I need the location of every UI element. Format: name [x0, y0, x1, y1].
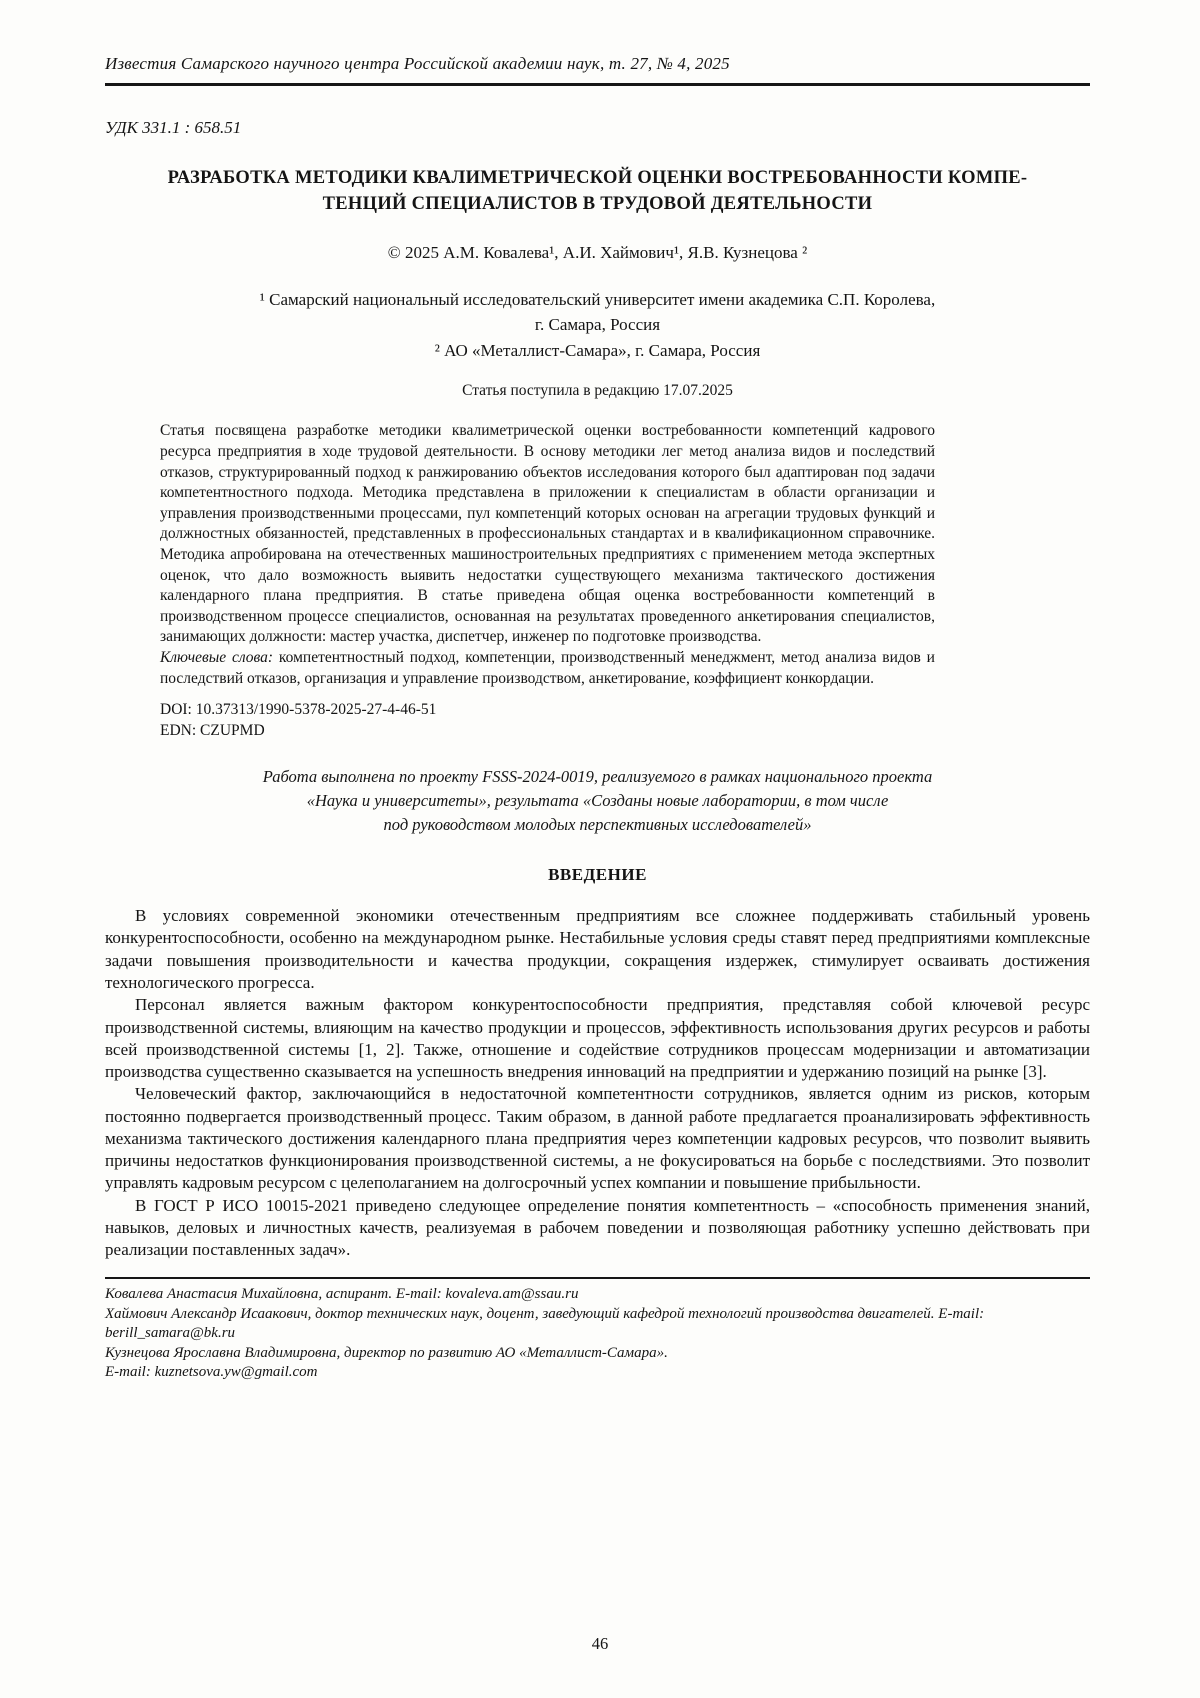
keywords-label: Ключевые слова: — [160, 648, 274, 666]
journal-header-line: Известия Самарского научного центра Российской академии наук, т. 27, № 4, 2025 — [105, 54, 730, 73]
edn-line: EDN: CZUPMD — [160, 721, 265, 739]
footnote-kuznetsova: Кузнецова Ярославна Владимировна, директор по развитию АО «Металлист-Самара». — [105, 1344, 668, 1361]
intro-paragraph-1: В условиях современной экономики отечественным предприятиям все сложнее поддерживать стабильный уровень конкурентоспособности, особенно на международном рынке. Нестабильные условия среды ставят перед предприятиями комплексные задачи повышения производительности и качества продукции, сокращения издержек, стимулирует осваивать достижения технологического прогресса. — [105, 906, 1090, 992]
intro-paragraph-4: В ГОСТ Р ИСО 10015-2021 приведено следующее определение понятия компетентность – «способность применения знаний, навыков, деловых и личностных качеств, реализуемая в рабочем поведении и позволяющая работнику успешно действовать при реализации поставленных задач». — [105, 1195, 1090, 1260]
udc-code: УДК 331.1 : 658.51 — [105, 118, 242, 137]
page-footer — [105, 1277, 1090, 1653]
funding-note: Работа выполнена по проекту FSSS-2024-0019, реализуемого в рамках национального проекта «Наука и университеты», результата «Созданы новые лаборатории, в том числе под руководством молодых перспективных исследователей» — [262, 767, 933, 835]
keywords-text: компетентностный подход, компетенции, производственный менеджмент, метод анализа видов и последствий отказов, организация и управление производством, анкетирование, коэффициент конкордации. — [160, 648, 935, 687]
abstract-block — [160, 421, 935, 741]
intro-paragraph-2: Персонал является важным фактором конкурентоспособности предприятия, представляя собой ключевой ресурс производственной системы, влияющим на качество продукции и процессов, эффективность использования других ресурсов и работы всей производственной системы [1, 2]. Также, отношение и содействие сотрудников процессам модернизации и автоматизации производства существенно сказывается на успешность внедрения инноваций на предприятии и удержанию позиций на рынке [3]. — [105, 995, 1090, 1082]
header-rule — [105, 83, 1090, 86]
received-date-line: Статья поступила в редакцию 17.07.2025 — [462, 382, 733, 400]
footnote-kovaleva: Ковалева Анастасия Михайловна, аспирант. E-mail: kovaleva.am@ssau.ru — [105, 1286, 579, 1303]
page-number: 46 — [591, 1634, 609, 1653]
doi-line: DOI: 10.37313/1990-5378-2025-27-4-46-51 — [160, 701, 437, 719]
footnote-khaimovich: Хаймович Александр Исаакович, доктор технических наук, доцент, заведующий кафедрой технологий производства двигателей. E-mail: berill_samara@bk.ru — [105, 1305, 985, 1342]
keywords-line — [160, 648, 935, 689]
footnote-kuznetsova-email: E-mail: kuznetsova.yw@gmail.com — [105, 1364, 318, 1381]
affiliation-2: ² АО «Металлист-Самара», г. Самара, Россия — [434, 340, 761, 360]
intro-paragraph-3: Человеческий фактор, заключающийся в недостаточной компетентности сотрудников, является одним из рисков, которым постоянно подвергается производственный процесс. Таким образом, в данной работе предлагается проанализировать эффективность механизма тактического достижения календарного плана предприятия через компетенции кадровых ресурсов, что позволит выявить причины недостатков функционирования производственной системы, а не фокусироваться на борьбе с последствиями. Это позволит управлять кадровым ресурсом с целеполаганием на долгосрочный успех компании и повышение прибыльности. — [105, 1084, 1090, 1193]
footnote-rule — [105, 1277, 1090, 1279]
affiliation-1: ¹ Самарский национальный исследовательский университет имени академика С.П. Королева, г. Самара, Россия — [259, 289, 936, 335]
introduction-section — [105, 905, 1090, 1261]
abstract-text: Статья посвящена разработке методики квалиметрической оценки востребованности компетенций кадрового ресурса предприятия в ходе трудовой деятельности. В основу методики лег метод анализа видов и последствий отказов, структурированный подход к ранжированию объектов исследования которого был адаптирован под задачи компетентностного подхода. Методика представлена в приложении к специалистам в области организации и управления производственными процессами, пул компетенций которых основан на агрегации трудовых функций и должностных обязанностей, представленных в профессиональных стандартах и в квалификационном справочнике. Методика апробирована на отечественных машиностроительных предприятиях с применением метода экспертных оценок, что дало возможность выявить недостатки существующего механизма тактического достижения календарного плана предприятия. В статье приведена общая оценка востребованности компетенций в производственном процессе специалистов, основанная на результатах проведенного анкетирования специалистов, занимающих должности: мастер участка, диспетчер, инженер по подготовке производства. — [160, 422, 935, 646]
affiliations-block — [105, 287, 1090, 364]
article-title: РАЗРАБОТКА МЕТОДИКИ КВАЛИМЕТРИЧЕСКОЙ ОЦЕНКИ ВОСТРЕБОВАННОСТИ КОМПЕ- ТЕНЦИЙ СПЕЦИАЛИСТОВ В ТРУДОВОЙ ДЕЯТЕЛЬНОСТИ — [167, 168, 1028, 214]
section-heading-introduction: ВВЕДЕНИЕ — [548, 865, 647, 885]
authors-line: © 2025 А.М. Ковалева¹, А.И. Хаймович¹, Я.В. Кузнецова ² — [387, 242, 808, 262]
page-header — [105, 54, 1090, 86]
footnotes-block — [105, 1285, 1090, 1383]
